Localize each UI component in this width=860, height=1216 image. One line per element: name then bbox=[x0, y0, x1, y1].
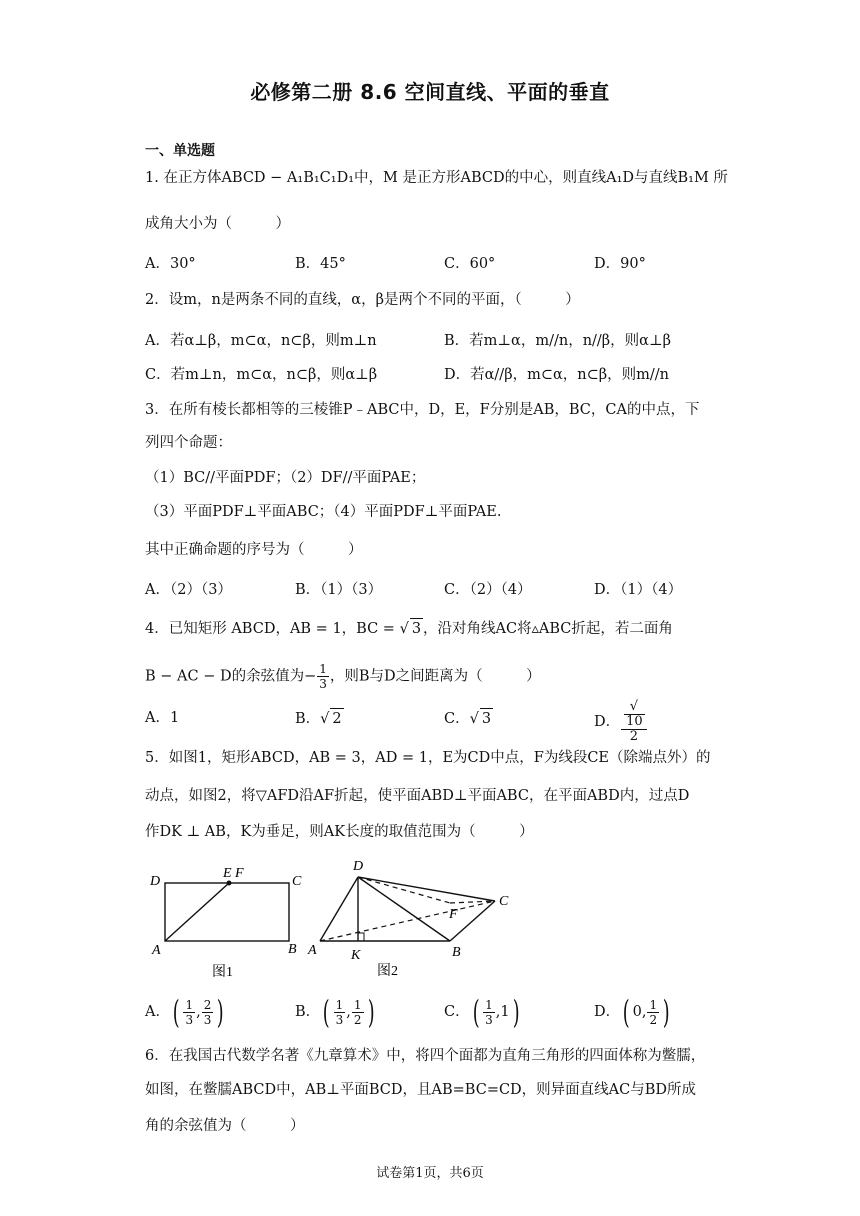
q5-option-d: D．( 0, $\frac{1}{2}$ ) bbox=[594, 993, 670, 1031]
fig1-label-c: C bbox=[292, 874, 302, 889]
q3-stem-line1: 3．在所有棱长都相等的三棱锥P﹣ABC中，D，E，F分别是AB，BC，CA的中点，下 bbox=[145, 402, 700, 418]
q3-proposition-3-4: （3）平面PDF⊥平面ABC；（4）平面PDF⊥平面PAE. bbox=[145, 504, 502, 520]
q4-option-a: A．1 bbox=[145, 710, 180, 726]
q2-option-b: B．若m⊥α，m//n，n//β，则α⊥β bbox=[444, 333, 671, 349]
fig2-label-c: C bbox=[499, 894, 509, 909]
q1-option-b: B．45° bbox=[295, 256, 346, 272]
q5-stem-line1: 5．如图1，矩形ABCD，AB = 3，AD = 1，E为CD中点，F为线段CE（除端点外）的 bbox=[145, 750, 711, 766]
q2-option-a: A．若α⊥β，m⊂α，n⊂β，则m⊥n bbox=[145, 333, 377, 349]
fig1-label-a: A bbox=[152, 943, 161, 958]
q5-stem-line2: 动点，如图2，将▽AFD沿AF折起，使平面ABD⊥平面ABC，在平面ABD内，过点D bbox=[145, 788, 690, 804]
q4-stem-line2: B − AC − D的余弦值为− $\frac{1}{3}$ ，则B与D之间距离为（ ） bbox=[145, 662, 541, 691]
q6-stem-line2: 如图，在鳖臑ABCD中，AB⊥平面BCD，且AB=BC=CD，则异面直线AC与BD所成 bbox=[145, 1082, 697, 1098]
q3-option-a: A．（2）（3） bbox=[145, 582, 232, 598]
q5-option-a: A．( $\frac{1}{3}$ , $\frac{2}{3}$ ) bbox=[145, 993, 225, 1031]
q4-fraction: $\frac{1}{3}$ bbox=[319, 662, 327, 691]
q4-option-b: B．√ 2 bbox=[295, 708, 344, 729]
section-heading: 一、单选题 bbox=[145, 143, 215, 159]
fig2-caption: 图2 bbox=[377, 964, 398, 979]
fig1-label-d: D bbox=[150, 874, 161, 889]
q3-proposition-1-2: （1）BC//平面PDF；（2）DF//平面PAE； bbox=[145, 470, 426, 486]
q6-stem-line1: 6．在我国古代数学名著《九章算术》中，将四个面都为直角三角形的四面体称为鳖臑， bbox=[145, 1048, 706, 1064]
q3-option-c: C．（2）（4） bbox=[444, 582, 532, 598]
q4-sqrt: 3 bbox=[410, 618, 423, 639]
q4-option-c: C．√ 3 bbox=[444, 708, 493, 729]
page-title: 必修第二册 8.6 空间直线、平面的垂直 bbox=[250, 80, 610, 104]
q5-option-c: C．( $\frac{1}{3}$ ,1) bbox=[444, 993, 520, 1031]
fig2-label-k: K bbox=[351, 948, 361, 963]
q3-question: 其中正确命题的序号为（ ） bbox=[145, 542, 363, 558]
q5-option-b: B．( $\frac{1}{3}$ , $\frac{1}{2}$ ) bbox=[295, 993, 375, 1031]
q3-option-b: B．（1）（3） bbox=[295, 582, 383, 598]
q5-figure-2 bbox=[300, 853, 530, 983]
fig2-label-d: D bbox=[353, 859, 364, 874]
fig1-label-b: B bbox=[288, 942, 297, 957]
q3-stem-line2: 列四个命题： bbox=[145, 435, 232, 451]
q3-option-d: D．（1）（4） bbox=[594, 582, 683, 598]
q1-option-d: D．90° bbox=[594, 256, 646, 272]
page-footer: 试卷第1页，共6页 bbox=[376, 1166, 484, 1181]
q1-stem-line1: 1. 在正方体ABCD − A₁B₁C₁D₁中，M 是正方形ABCD的中心，则直线A₁D与直线B₁M 所 bbox=[145, 170, 728, 186]
q4-stem-line1: 4．已知矩形 ABCD，AB = 1，BC = √ 3 ，沿对角线AC将▵ABC折起，若二面角 bbox=[145, 618, 673, 639]
q2-option-c: C．若m⊥n，m⊂α，n⊂β，则α⊥β bbox=[145, 367, 378, 383]
q1-stem-line2: 成角大小为（ ） bbox=[145, 216, 290, 232]
q2-option-d: D．若α//β，m⊂α，n⊂β，则m//n bbox=[444, 367, 669, 383]
fig2-label-a: A bbox=[308, 943, 317, 958]
q1-option-a: A．30° bbox=[145, 256, 196, 272]
fig1-label-f: F bbox=[235, 866, 244, 881]
q1-option-c: C．60° bbox=[444, 256, 496, 272]
q6-stem-line3: 角的余弦值为（ ） bbox=[145, 1118, 305, 1134]
fig2-label-b: B bbox=[452, 945, 461, 960]
q5-stem-line3: 作DK ⊥ AB，K为垂足，则AK长度的取值范围为（ ） bbox=[145, 824, 534, 840]
q2-stem: 2．设m，n是两条不同的直线，α，β是两个不同的平面，（ ） bbox=[145, 292, 580, 308]
fig1-caption: 图1 bbox=[212, 965, 233, 980]
q4-option-d: D． √ 10 2 bbox=[594, 700, 648, 744]
fig1-label-e: E bbox=[223, 866, 232, 881]
q5-figure-1 bbox=[145, 858, 315, 983]
fig2-label-f: F bbox=[449, 907, 458, 922]
